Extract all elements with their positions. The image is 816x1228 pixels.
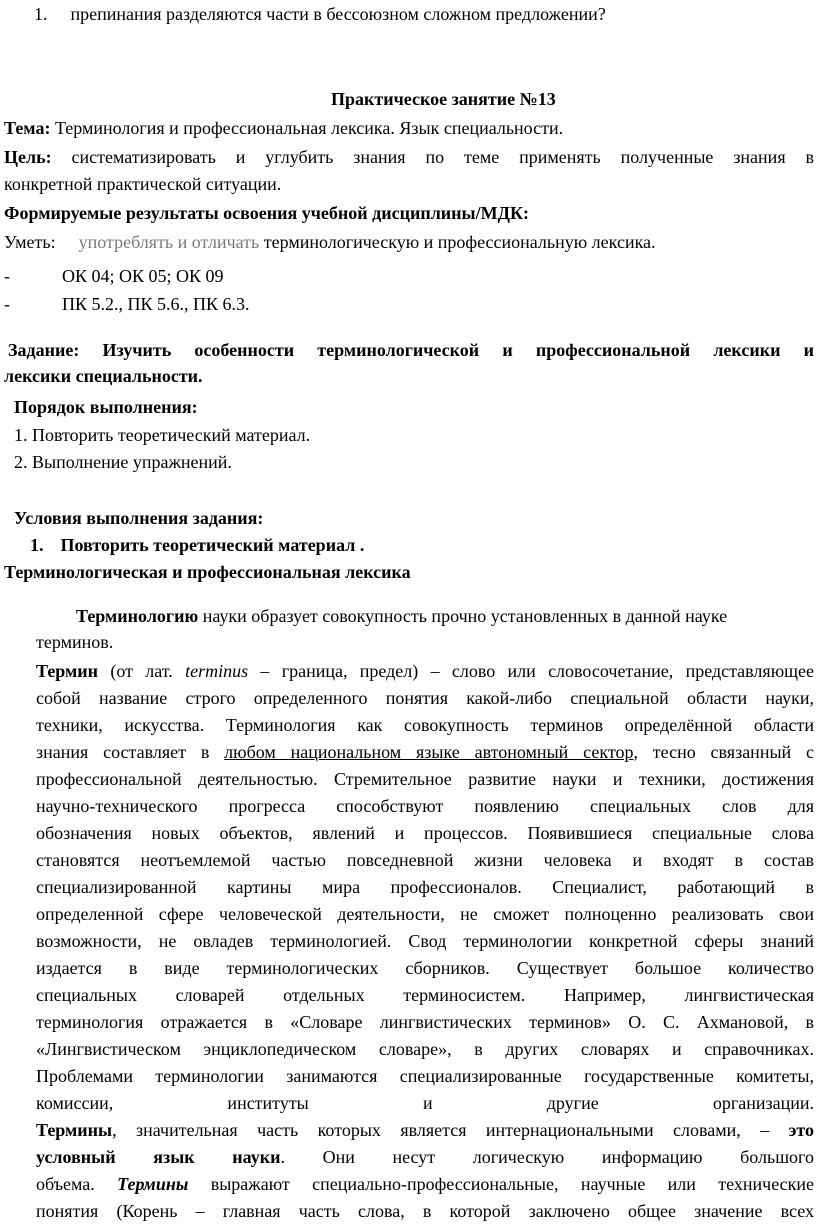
term-termin: Термин [36,661,99,681]
paragraph-terms-line-3 [36,1172,814,1196]
term-terminy: Термины [36,1120,113,1140]
competency-item [4,292,10,316]
paragraph-line: понятия (Корень – главная часть слова, в которой заключено общее значение всех [36,1201,814,1221]
skills-distinguish: отличать [191,232,260,252]
conditions-item-number: 1. [30,535,44,555]
paragraph-terms-line-2 [36,1145,814,1169]
paragraph-line: профессиональной деятельностью. Стремительное развитие науки и техники, достижения [36,769,814,789]
paragraph-1-line-1 [76,604,727,628]
procedure-step: 1. Повторить теоретический материал. [14,425,311,445]
competency-item [4,264,10,288]
page-title: Практическое занятие №13 [331,89,556,109]
skills-line [4,230,656,254]
skills-use: употреблять и [78,232,188,252]
paragraph-line: Проблемами терминологии занимаются специализированные государственные комитеты, [36,1066,814,1086]
terms-line-2-rest: . Они несут логическую информацию большого [280,1147,814,1167]
competency-dash: - [4,294,10,314]
paragraph-line: специальных словарей отдельных терминосистем. Например, лингвистическая [36,985,814,1005]
procedure-step: 2. Выполнение упражнений. [14,452,232,472]
paragraph-2-post: – граница, предел) – слово или словосочетание, представляющее [248,661,814,681]
paragraph-terms-line-1 [36,1118,814,1142]
competency-text: ОК 04; ОК 05; ОК 09 [62,266,224,286]
paragraph-line: научно-технического прогресса способствуют появлению специальных слов для [36,796,814,816]
topic-label: Тема: [4,118,51,138]
terms-line-3-pre: объема. [36,1174,118,1194]
term-terminy-italic: Термины [117,1174,189,1194]
paragraph-line: «Лингвистическом энциклопедическом словаре», в других словарях и справочниках. [36,1039,814,1059]
paragraph-1-text: науки образует совокупность прочно установленных в данной науке [198,606,728,626]
topic-text: Терминология и профессиональная лексика. Язык специальности. [50,118,564,138]
terms-bold-eto: это [788,1120,814,1140]
section-title: Терминологическая и профессиональная лексика [4,562,411,582]
goal-line-1 [4,145,814,169]
paragraph-line: комиссии, институты и другие организации. [36,1093,814,1113]
task-line-1: Задание: Изучить особенности терминологической и профессиональной лексики и [8,340,814,360]
paragraph-line: собой название строго определенного понятия какой-либо специальной области науки, [36,688,814,708]
paragraph-line: специализированной картины мира профессионалов. Специалист, работающий в [36,877,814,897]
top-list-number: 1. [34,4,48,24]
term-terminology: Терминологию [76,606,199,626]
paragraph-2-pre: (от лат. [98,661,186,681]
underline-pre: знания составляет в [36,742,225,762]
paragraph-2-line-1 [36,659,814,683]
terms-mid: , значительная часть которых является интернациональными словами, – [112,1120,789,1140]
latin-word: terminus [185,661,249,681]
underlined-phrase: любом национальном языке автономный сектор [224,742,634,762]
paragraph-line: становятся неотъемлемой частью повседневной жизни человека и входят в состав [36,850,814,870]
goal-text-1: систематизировать и углубить знания по теме применять полученные знания в [51,147,814,167]
paragraph-line: издается в виде терминологических сборников. Существует большое количество [36,958,814,978]
competency-text: ПК 5.2., ПК 5.6., ПК 6.3. [62,294,250,314]
skills-label: Уметь: [4,232,56,252]
paragraph-line: возможности, не овладев терминологией. Свод терминологии конкретной сферы знаний [36,931,814,951]
conditions-item [30,533,364,557]
paragraph-line: определенной сфере человеческой деятельности, не сможет полноценно реализовать свои [36,904,814,924]
goal-label: Цель: [4,147,52,167]
conditions-heading: Условия выполнения задания: [14,508,264,528]
conditions-item-text: Повторить теоретический материал . [60,535,365,555]
skills-rest: терминологическую и профессиональную лексика. [259,232,656,252]
paragraph-line-underlined [36,740,814,764]
paragraph-line: терминология отражается в «Словаре лингвистических терминов» О. С. Ахмановой, в [36,1012,814,1032]
top-list-text: препинания разделяются части в бессоюзном сложном предложении? [70,4,606,24]
results-heading: Формируемые результаты освоения учебной дисциплины/МДК: [4,203,530,223]
top-list-item [34,2,606,26]
goal-line-2: конкретной практической ситуации. [4,174,282,194]
topic-line [4,116,563,140]
task-line-2: лексики специальности. [4,366,203,386]
underline-post: , тесно связанный с [633,742,814,762]
procedure-heading: Порядок выполнения: [14,397,198,417]
paragraph-line: обозначения новых объектов, явлений и процессов. Появившиеся специальные слова [36,823,814,843]
competency-dash: - [4,266,10,286]
conventional-language-phrase: условный язык науки [36,1147,281,1167]
terms-line-3-rest: выражают специально-профессиональные, научные или технические [188,1174,814,1194]
paragraph-1-line-2: терминов. [36,632,114,652]
paragraph-line: техники, искусства. Терминология как совокупность терминов определённой области [36,715,814,735]
